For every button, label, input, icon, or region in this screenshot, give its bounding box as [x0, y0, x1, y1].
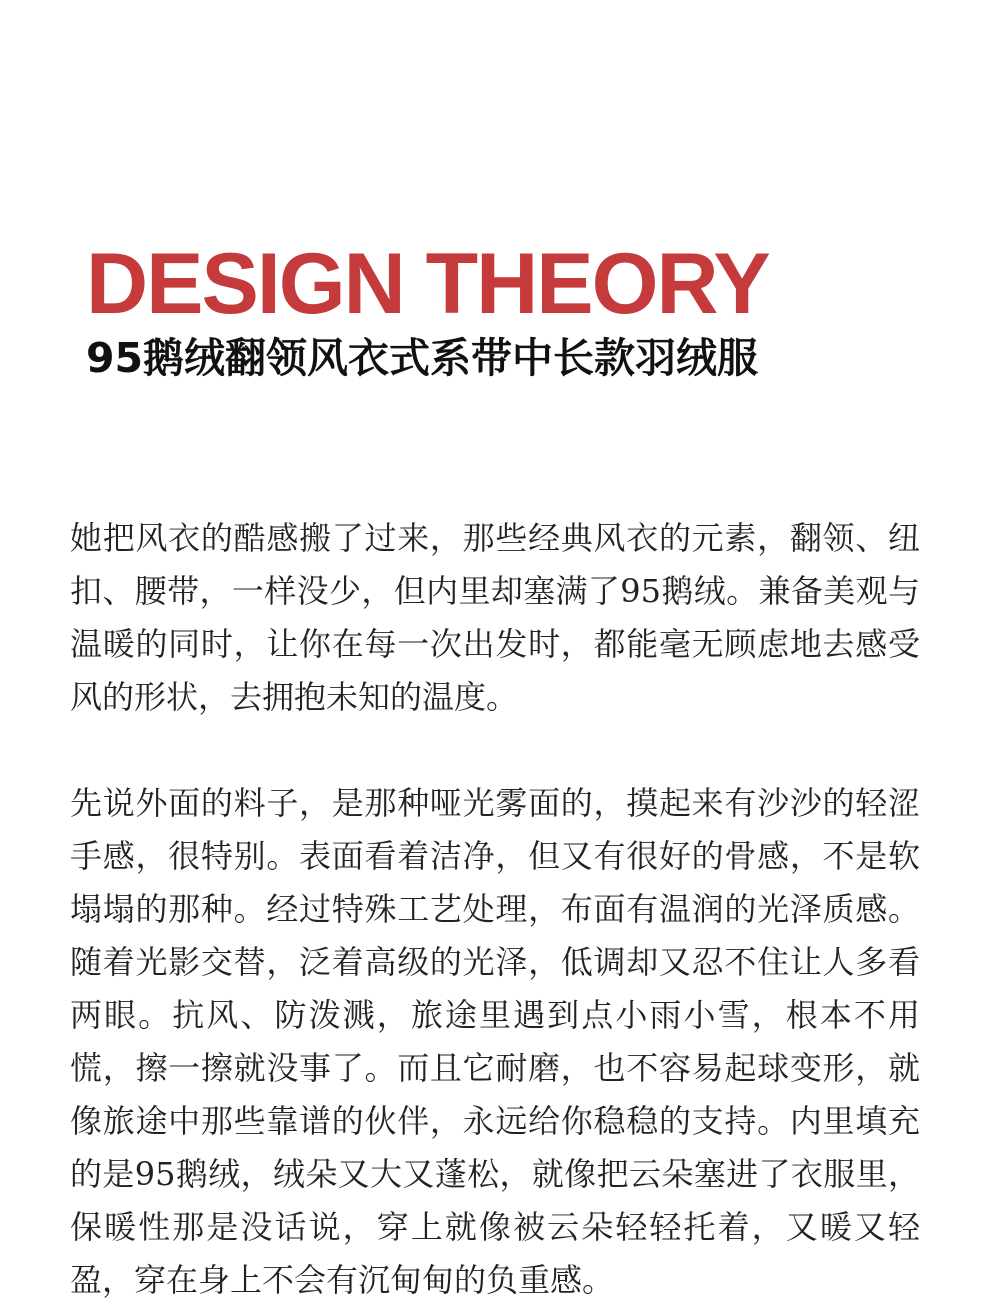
paragraph-intro: 她把风衣的酷感搬了过来，那些经典风衣的元素，翻领、纽扣、腰带，一样没少，但内里却塞满了95鹅绒。兼备美观与温暖的同时，让你在每一次出发时，都能毫无顾虑地去感受风的形状，去拥抱未知的温度。 — [70, 519, 920, 716]
product-title: 95鹅绒翻领风衣式系带中长款羽绒服 — [86, 334, 759, 382]
article-body — [70, 512, 920, 1307]
design-theory-heading: DESIGN THEORY — [86, 236, 769, 332]
paragraph-fabric: 先说外面的料子，是那种哑光雾面的，摸起来有沙沙的轻涩手感，很特别。表面看着洁净，但又有很好的骨感，不是软塌塌的那种。经过特殊工艺处理，布面有温润的光泽质感。随着光影交替，泛着高级的光泽，低调却又忍不住让人多看两眼。抗风、防泼溅，旅途里遇到点小雨小雪，根本不用慌，擦一擦就没事了。而且它耐磨，也不容易起球变形，就像旅途中那些靠谱的伙伴，永远给你稳稳的支持。内里填充的是95鹅绒，绒朵又大又蓬松，就像把云朵塞进了衣服里，保暖性那是没话说，穿上就像被云朵轻轻托着，又暖又轻盈，穿在身上不会有沉甸甸的负重感。 — [70, 784, 920, 1299]
